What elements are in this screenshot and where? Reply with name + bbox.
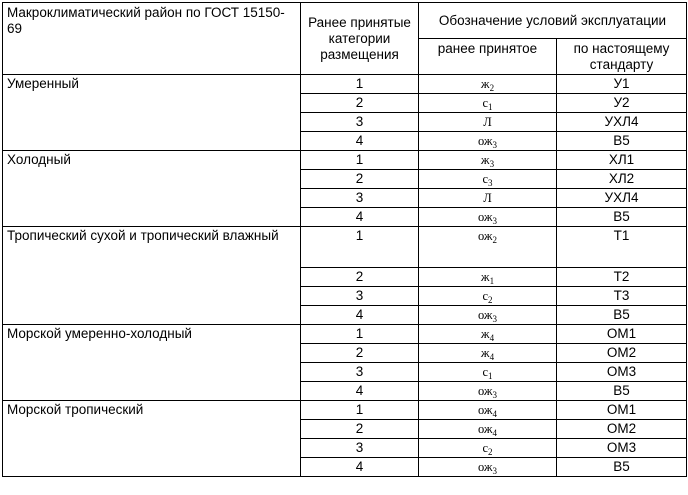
category-cell: 3: [301, 363, 419, 382]
category-cell: 4: [301, 382, 419, 401]
old-designation-subscript: 4: [492, 428, 498, 438]
old-designation-base: ож: [477, 229, 493, 243]
old-designation-base: с: [482, 289, 489, 303]
old-designation-subscript: 3: [488, 178, 493, 188]
header-old: ранее принятое: [419, 39, 557, 75]
region-cell: Морской тропический: [3, 401, 301, 477]
old-designation-base: с: [482, 365, 489, 379]
old-designation-subscript: 2: [488, 447, 493, 457]
old-designation-cell: [419, 94, 557, 113]
old-designation-cell: [419, 363, 557, 382]
table-row: [3, 401, 687, 420]
category-cell: 1: [301, 151, 419, 170]
table-row: [3, 151, 687, 170]
old-designation-cell: [419, 132, 557, 151]
old-designation-base: ож: [477, 422, 493, 436]
old-designation-base: ж: [480, 77, 490, 91]
old-designation-subscript: 1: [488, 371, 493, 381]
old-designation-subscript: 1: [489, 276, 495, 286]
old-designation-subscript: 3: [492, 314, 498, 324]
old-designation-base: ож: [477, 384, 493, 398]
old-designation-cell: [419, 208, 557, 227]
new-designation-cell: ОМ2: [557, 420, 687, 439]
old-designation-base: Л: [483, 115, 492, 129]
old-designation-subscript: 3: [492, 140, 498, 150]
region-cell: Умеренный: [3, 75, 301, 151]
old-designation-subscript: 3: [492, 216, 498, 226]
old-designation-cell: [419, 170, 557, 189]
old-designation-cell: [419, 344, 557, 363]
category-cell: 2: [301, 344, 419, 363]
category-cell: 3: [301, 439, 419, 458]
new-designation-cell: В5: [557, 382, 687, 401]
old-designation-cell: [419, 458, 557, 477]
old-designation-base: с: [482, 441, 489, 455]
table-header: [3, 3, 687, 75]
category-cell: 1: [301, 227, 419, 268]
category-cell: 3: [301, 113, 419, 132]
new-designation-cell: Т2: [557, 268, 687, 287]
old-designation-subscript: 4: [492, 409, 498, 419]
old-designation-cell: [419, 227, 557, 268]
old-designation-subscript: 4: [489, 352, 495, 362]
header-region: Макроклиматический район по ГОСТ 15150-69: [3, 3, 301, 75]
old-designation-subscript: 2: [492, 235, 498, 245]
new-designation-cell: В5: [557, 306, 687, 325]
old-designation-base: ж: [480, 327, 490, 341]
old-designation-cell: [419, 439, 557, 458]
new-designation-cell: УХЛ4: [557, 189, 687, 208]
old-designation-cell: [419, 189, 557, 208]
old-designation-cell: [419, 268, 557, 287]
old-designation-base: ж: [480, 270, 490, 284]
old-designation-cell: [419, 75, 557, 94]
new-designation-cell: УХЛ4: [557, 113, 687, 132]
new-designation-cell: У1: [557, 75, 687, 94]
old-designation-subscript: 2: [488, 295, 493, 305]
old-designation-subscript: 4: [489, 333, 495, 343]
old-designation-base: ж: [480, 346, 490, 360]
new-designation-cell: ХЛ2: [557, 170, 687, 189]
region-cell: Морской умеренно-холодный: [3, 325, 301, 401]
old-designation-subscript: 2: [489, 83, 495, 93]
region-cell: Холодный: [3, 151, 301, 227]
category-cell: 4: [301, 208, 419, 227]
old-designation-base: ож: [477, 460, 493, 474]
old-designation-subscript: 1: [488, 102, 493, 112]
header-category: Ранее принятые категории размещения: [301, 3, 419, 75]
new-designation-cell: ОМ2: [557, 344, 687, 363]
new-designation-cell: Т1: [557, 227, 687, 268]
category-cell: 3: [301, 287, 419, 306]
old-designation-cell: [419, 401, 557, 420]
new-designation-cell: В5: [557, 208, 687, 227]
old-designation-cell: [419, 420, 557, 439]
category-cell: 2: [301, 170, 419, 189]
category-cell: 4: [301, 132, 419, 151]
category-cell: 1: [301, 401, 419, 420]
old-designation-base: ж: [480, 153, 490, 167]
table-row: [3, 227, 687, 268]
category-cell: 4: [301, 458, 419, 477]
new-designation-cell: В5: [557, 458, 687, 477]
new-designation-cell: ОМ1: [557, 401, 687, 420]
new-designation-cell: ОМ1: [557, 325, 687, 344]
new-designation-cell: ОМ3: [557, 439, 687, 458]
new-designation-cell: В5: [557, 132, 687, 151]
category-cell: 1: [301, 325, 419, 344]
old-designation-base: ож: [477, 308, 493, 322]
old-designation-base: с: [482, 96, 489, 110]
old-designation-subscript: 3: [489, 159, 495, 169]
old-designation-cell: [419, 287, 557, 306]
old-designation-base: ож: [477, 134, 493, 148]
table-row: [3, 75, 687, 94]
old-designation-cell: [419, 151, 557, 170]
new-designation-cell: Т3: [557, 287, 687, 306]
old-designation-cell: [419, 306, 557, 325]
category-cell: 2: [301, 94, 419, 113]
category-cell: 3: [301, 189, 419, 208]
header-conditions: Обозначение условий эксплуатации: [419, 3, 687, 39]
category-cell: 2: [301, 420, 419, 439]
new-designation-cell: У2: [557, 94, 687, 113]
category-cell: 1: [301, 75, 419, 94]
new-designation-cell: ОМ3: [557, 363, 687, 382]
new-designation-cell: ХЛ1: [557, 151, 687, 170]
category-cell: 2: [301, 268, 419, 287]
old-designation-base: ож: [477, 403, 493, 417]
header-new: по настоящему стандарту: [557, 39, 687, 75]
old-designation-cell: [419, 325, 557, 344]
old-designation-base: ож: [477, 210, 493, 224]
old-designation-subscript: 3: [492, 390, 498, 400]
region-cell: Тропический сухой и тропический влажный: [3, 227, 301, 325]
table-body: [3, 75, 687, 477]
old-designation-base: Л: [483, 191, 492, 205]
old-designation-base: с: [482, 172, 489, 186]
table-row: [3, 325, 687, 344]
conditions-table: [2, 2, 687, 477]
old-designation-cell: [419, 382, 557, 401]
category-cell: 4: [301, 306, 419, 325]
old-designation-subscript: 3: [492, 466, 498, 476]
old-designation-cell: [419, 113, 557, 132]
